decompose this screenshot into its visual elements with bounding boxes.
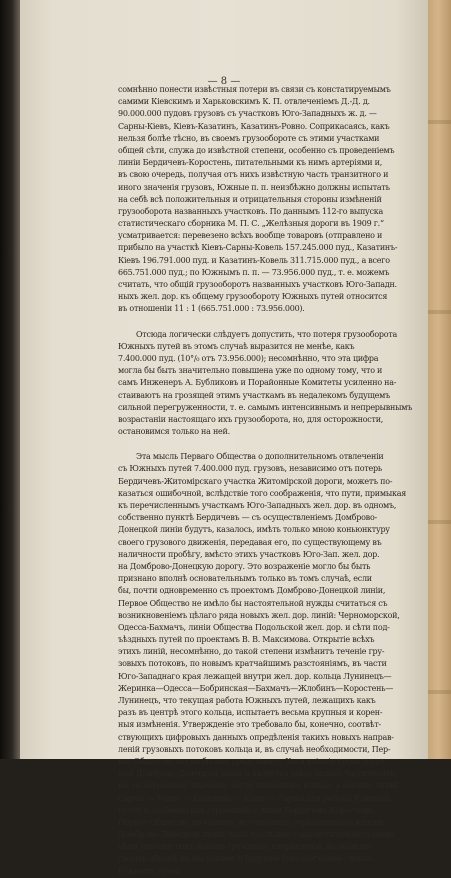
text-line: линіи Бердичевъ-Коростень, питательными къ нимъ артеріями и, bbox=[118, 158, 383, 168]
text-line: 90.000.000 пудовъ грузовъ съ участковъ Юго-Западныхъ ж. д. — bbox=[118, 109, 377, 119]
text-line: Жеринка—Одесса—Бобринская—Бахмачъ—Жлобинъ—Коростень— bbox=[118, 683, 394, 693]
text-line: своего грузового движенія, передавая его, по существующему въ bbox=[118, 537, 382, 547]
page-number: — 8 — bbox=[207, 76, 241, 87]
text-line: бы, почти одновременно съ проектомъ Домброво-Донецкой линіи, bbox=[118, 586, 386, 596]
text-line: Юго-Западнаго края лежащей внутри жел. дор. кольца Лунинецъ— bbox=[118, 671, 392, 681]
book-page bbox=[20, 0, 428, 876]
text-line: признано вполнѣ основательнымъ только въ томъ случаѣ, если bbox=[118, 574, 372, 584]
text-line: на себѣ всѣ положительныя и отрицательныя стороны измѣненій bbox=[118, 194, 382, 204]
text-line: наличности пробѣгу, вмѣсто этихъ участковъ Юго-Зап. жел. дор. bbox=[118, 549, 380, 559]
text-line: Лунинецъ, что текущая работа Южныхъ путей, лежащихъ какъ bbox=[118, 696, 376, 705]
text-line: своемъ объемѣ на настоящее и будущее благосостояніе своихъ bbox=[118, 854, 373, 864]
text-line: могла бы быть значительно повышена уже по одному тому, что и bbox=[118, 366, 383, 376]
text-line: сильной перегруженности, т. е. самымъ интенсивнымъ и непрерывнымъ bbox=[118, 402, 413, 412]
text-line: Сарны-Кіевъ, Кіевъ-Казатинъ, Казатинъ-Ровно. Соприкасаясь, какъ bbox=[118, 121, 390, 131]
text-line: ныхъ жел. дор. къ общему грузообороту Южныхъ путей относится bbox=[118, 292, 388, 302]
text-line: остановимся только на ней. bbox=[118, 427, 230, 437]
adjacent-page-edge bbox=[428, 0, 451, 759]
text-line: къ перечисленнымъ участкамъ Юго-Западныхъ жел. дор. въ одномъ, bbox=[118, 501, 397, 510]
text-line: Одесса-Бахмачъ, линіи Общества Подольской жел. дор. и сѣти под- bbox=[118, 622, 390, 632]
text-line: вое Общество могло бы ихъ представить. Хотя вліяніе проектируе- bbox=[118, 756, 387, 766]
text-line: Южныхъ путей. bbox=[118, 866, 183, 876]
text-line: зовыхъ потоковъ, по новымъ кратчайшимъ разстояніямъ, въ части bbox=[118, 659, 387, 669]
text-line: усматривается: перевезено всѣхъ вообще товаровъ (отправлено и bbox=[118, 231, 383, 241]
text-line: Первое Общество не имѣло бы настоятельной нужды считаться съ bbox=[118, 598, 388, 608]
text-line: Первое Общество не можетъ не учитывать отрицательное вліяніе bbox=[118, 817, 384, 827]
text-line: собственно пунктѣ Бердичевъ — съ осуществленіемъ Домброво- bbox=[118, 513, 377, 523]
text-line: разъ въ центрѣ этого кольца, испытаетъ весьма крупныя и корен- bbox=[118, 708, 383, 718]
text-line: казаться ошибочной, вслѣдствіе того соображенія, что пути, примыкая bbox=[118, 488, 407, 498]
text-line: Донецкой линіи будутъ, казалось, имѣть только мною коньюнктуру bbox=[118, 525, 390, 535]
text-line: самими Кіевскимъ и Харьковскимъ К. П. отвлеченіемъ Д.-Д. д. bbox=[118, 97, 370, 107]
text-line: путей и особенно для строющейся линіи Бердичевъ-Коростень, bbox=[118, 805, 375, 815]
text-line: возникновеніемъ цѣлаго ряда новыхъ жел. дор. линій: Черноморской, bbox=[118, 610, 400, 620]
text-line: возрастаніи настоящаго ихъ грузооборота, но, для осторожности, bbox=[118, 414, 384, 424]
text-line: ствующихъ цифровыхъ данныхъ опредѣленія такихъ новыхъ направ- bbox=[118, 732, 394, 742]
text-line: съ Южныхъ путей 7.400.000 пуд. грузовъ, независимо отъ потерь bbox=[118, 464, 382, 474]
text-line: грузооборота названныхъ участковъ. По даннымъ 112-го выпуска bbox=[118, 206, 384, 216]
text-line: 7.400.000 пуд. (10°/₀ отъ 73.956.000); несомнѣнно, что эта цифра bbox=[118, 353, 379, 363]
text-line: Эта мысль Перваго Общества о дополнительномъ отвлеченіи bbox=[136, 452, 384, 462]
text-line: самъ Инженеръ А. Бубликовъ и Порайонные Комитеты усиленно на- bbox=[118, 378, 397, 388]
text-line: леній грузовыхъ потоковъ кольца и, въ случаѣ необходимости, Пер- bbox=[118, 744, 391, 754]
text-line: ъѣздныхъ путей по проектамъ В. В. Максимова. Открытіе всѣхъ bbox=[118, 635, 375, 645]
text-line: мой Домброво-Донецкой линіи и является здѣсь только частичнымъ, bbox=[118, 769, 397, 779]
text-line: статистическаго сборника М. П. С. „Желѣзныя дороги въ 1909 г.“ bbox=[118, 219, 384, 229]
binding-shadow bbox=[0, 0, 20, 759]
text-line: цѣпи упомянутыхъ новыхъ грузовыхъ направленій, въ полномъ bbox=[118, 842, 373, 852]
text-line: Южныхъ путей въ этомъ случаѣ выразится не менѣе, какъ bbox=[118, 341, 355, 351]
text-line: въ отношеніи 11 : 1 (665.751.000 : 73.956.000). bbox=[118, 304, 305, 314]
paragraph bbox=[118, 451, 420, 878]
body-text bbox=[118, 84, 420, 878]
text-line: нельзя болѣе тѣсно, въ своемъ грузообороте съ этими участками bbox=[118, 133, 380, 143]
text-line: Бердичевъ-Житомірскаго участка Житомірской дороги, можетъ по- bbox=[118, 476, 393, 486]
text-line: Отсюда логически слѣдуетъ допустить, что потеря грузооборота bbox=[136, 329, 398, 339]
paragraph bbox=[118, 329, 420, 439]
paragraph-gap bbox=[118, 438, 420, 451]
text-line: Домброво-Донецкой линіи, какъ послѣдняго заключительнаго звена bbox=[118, 830, 395, 840]
text-line: ныя измѣненія. Утвержденіе это требовало бы, конечно, соотвѣт- bbox=[118, 720, 381, 730]
text-line: въ свою очередь, получая отъ нихъ извѣстную часть транзитного и bbox=[118, 170, 389, 180]
text-line: сомнѣнно понести извѣстныя потери въ связи съ констатируемымъ bbox=[118, 85, 391, 94]
text-line: Кіевъ 196.791.000 пуд. и Казатинъ-Ковель 311.715.000 пуд., а всего bbox=[118, 255, 390, 265]
text-line: но, по огромному значенію части названнаго кольца, а именно линій bbox=[118, 781, 398, 791]
text-line: считать, что общій грузооборотъ названныхъ участковъ Юго-Западн. bbox=[118, 280, 397, 289]
text-line: этихъ линій, несомнѣнно, до такой степени измѣнитъ теченіе гру- bbox=[118, 647, 385, 657]
text-line: стаиваютъ на грозящей этимъ участкамъ въ недалекомъ будущемъ bbox=[118, 390, 390, 400]
paragraph-gap bbox=[118, 316, 420, 329]
text-line: 665.751.000 пуд.; по Южнымъ п. п. — 73.956.000 пуд., т. е. можемъ bbox=[118, 267, 390, 277]
text-line: прибыло на участкѣ Кіевъ-Сарны-Ковель 157.245.000 пуд., Казатинъ- bbox=[118, 243, 398, 253]
paragraph bbox=[118, 84, 420, 316]
text-line: иного значенія грузовъ, Южные п. п. неизбѣжно должны испытать bbox=[118, 182, 390, 192]
text-line: на Домброво-Донецкую дорогу. Это возраженіе могло бы быть bbox=[118, 561, 371, 571]
text-line: общей сѣти, служа до извѣстной степени, особенно съ проведеніемъ bbox=[118, 145, 395, 155]
text-line: Сарны — Ровно — Казатинъ — Кіевъ — Сарны для работы Южныхъ bbox=[118, 793, 391, 803]
